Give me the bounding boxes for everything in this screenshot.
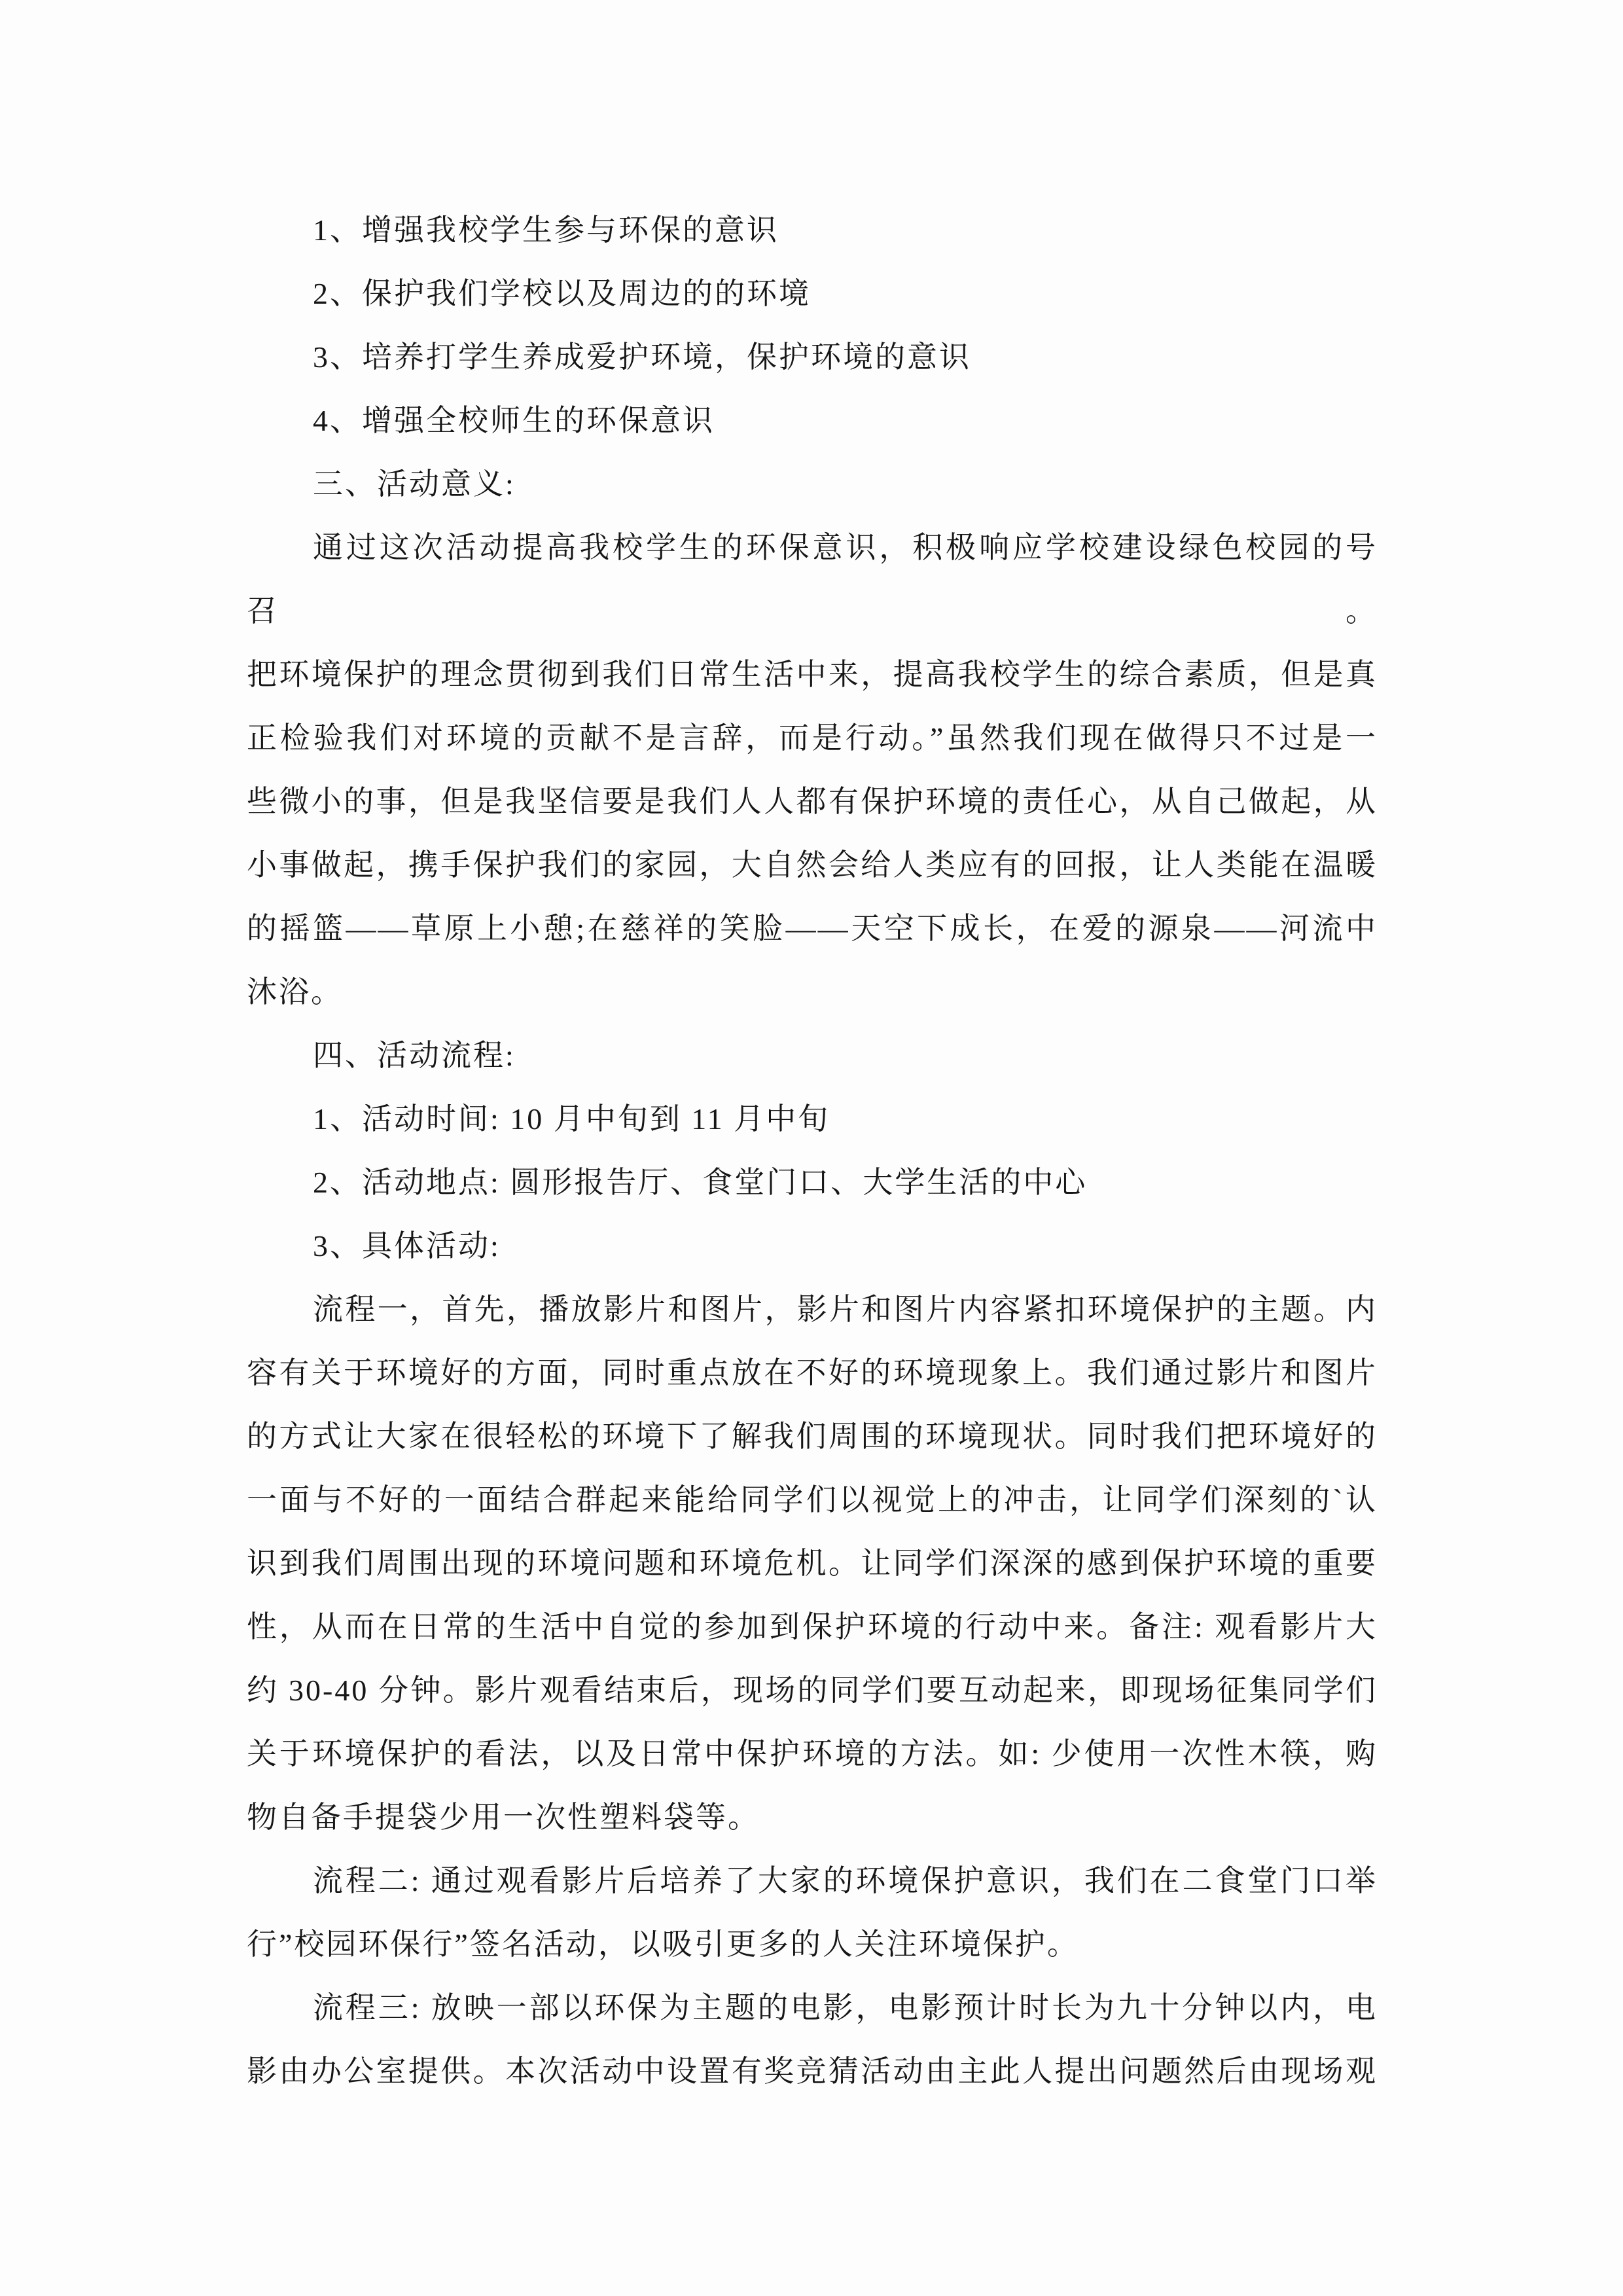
text-line: 流程三: 放映一部以环保为主题的电影，电影预计时长为九十分钟以内，电 — [313, 1991, 1378, 2024]
text-line: 1、活动时间: 10 月中旬到 11 月中旬 — [313, 1102, 830, 1136]
text-line: 1、增强我校学生参与环保的意识 — [313, 213, 779, 247]
text-line: 识到我们周围出现的环境问题和环境危机。让同学们深深的感到保护环境的重要 — [247, 1547, 1378, 1580]
text-line: 物自备手提袋少用一次性塑料袋等。 — [247, 1801, 760, 1834]
text-line: 约 30-40 分钟。影片观看结束后，现场的同学们要互动起来，即现场征集同学们 — [247, 1674, 1378, 1707]
text-line: 关于环境保护的看法，以及日常中保护环境的方法。如: 少使用一次性木筷，购 — [247, 1737, 1378, 1770]
text-line: 的方式让大家在很轻松的环境下了解我们周围的环境现状。同时我们把环境好的 — [247, 1420, 1378, 1453]
text-line: 2、保护我们学校以及周边的的环境 — [313, 277, 811, 310]
text-line: 3、具体活动: — [313, 1229, 501, 1263]
text-line: 三、活动意义: — [313, 467, 516, 501]
text-line: 些微小的事，但是我坚信要是我们人人都有保护环境的责任心，从自己做起，从 — [247, 785, 1378, 818]
text-line: 把环境保护的理念贯彻到我们日常生活中来，提高我校学生的综合素质，但是真 — [247, 658, 1378, 691]
text-line: 影由办公室提供。本次活动中设置有奖竞猜活动由主此人提出问题然后由现场观 — [247, 2054, 1378, 2088]
text-line: 容有关于环境好的方面，同时重点放在不好的环境现象上。我们通过影片和图片 — [247, 1356, 1378, 1390]
text-line: 沐浴。 — [247, 975, 343, 1009]
text-line: 流程二: 通过观看影片后培养了大家的环境保护意识，我们在二食堂门口举 — [313, 1864, 1378, 1897]
text-line: 行”校园环保行”签名活动，以吸引更多的人关注环境保护。 — [247, 1928, 1079, 1961]
text-line: 四、活动流程: — [313, 1039, 516, 1072]
text-line: 一面与不好的一面结合群起来能给同学们以视觉上的冲击，让同学们深刻的`认 — [247, 1483, 1378, 1516]
text-line: 4、增强全校师生的环保意识 — [313, 404, 715, 437]
text-line: 的摇篮——草原上小憩;在慈祥的笑脸——天空下成长，在爱的源泉——河流中 — [247, 912, 1378, 945]
text-line: 正检验我们对环境的贡献不是言辞，而是行动。”虽然我们现在做得只不过是一 — [247, 721, 1378, 755]
text-line: 流程一，首先，播放影片和图片，影片和图片内容紧扣环境保护的主题。内 — [313, 1293, 1378, 1326]
text-line: 3、培养打学生养成爱护环境，保护环境的意识 — [313, 340, 971, 374]
text-block — [247, 198, 1378, 2103]
text-line: 性，从而在日常的生活中自觉的参加到保护环境的行动中来。备注: 观看影片大 — [247, 1610, 1378, 1643]
text-line: 通过这次活动提高我校学生的环保意识，积极响应学校建设绿色校园的号召。 — [247, 531, 1378, 628]
text-line: 2、活动地点: 圆形报告厅、食堂门口、大学生活的中心 — [313, 1166, 1088, 1199]
text-line: 小事做起，携手保护我们的家园，大自然会给人类应有的回报，让人类能在温暖 — [247, 848, 1378, 882]
